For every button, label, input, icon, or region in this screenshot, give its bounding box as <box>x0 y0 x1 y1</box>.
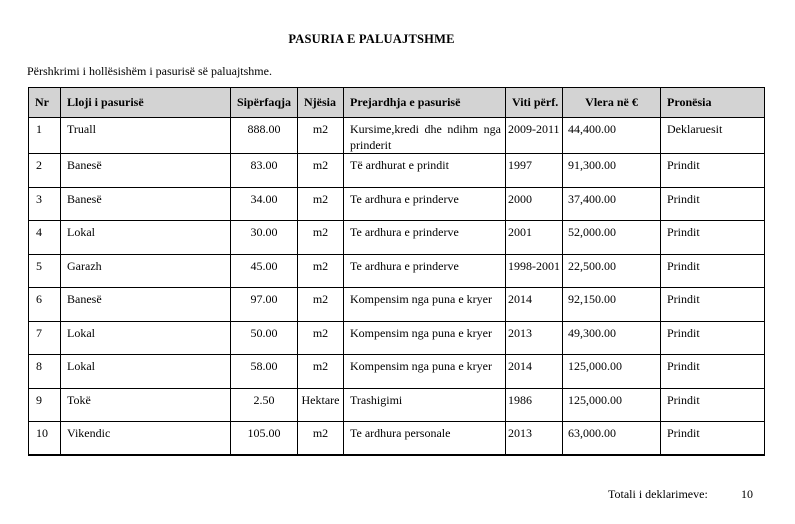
cell-nr: 1 <box>29 118 61 154</box>
cell-prejardhja: Trashigimi <box>344 388 506 422</box>
cell-njesia: m2 <box>298 187 344 221</box>
col-header-pronesia: Pronësia <box>661 88 765 118</box>
table-row <box>29 422 765 456</box>
cell-lloji: Lokal <box>61 221 231 255</box>
cell-pronesia: Deklaruesit <box>661 118 765 154</box>
cell-nr: 2 <box>29 154 61 188</box>
col-header-lloji: Lloji i pasurisë <box>61 88 231 118</box>
cell-siperfaqja: 105.00 <box>231 422 298 456</box>
cell-prejardhja: Kompensim nga puna e kryer <box>344 321 506 355</box>
table-row <box>29 118 765 154</box>
cell-viti: 2013 <box>506 422 563 456</box>
cell-nr: 10 <box>29 422 61 456</box>
cell-nr: 7 <box>29 321 61 355</box>
cell-pronesia: Prindit <box>661 355 765 389</box>
cell-lloji: Lokal <box>61 321 231 355</box>
cell-pronesia: Prindit <box>661 187 765 221</box>
cell-lloji: Lokal <box>61 355 231 389</box>
cell-siperfaqja: 97.00 <box>231 288 298 322</box>
cell-vlera: 125,000.00 <box>563 355 661 389</box>
cell-pronesia: Prindit <box>661 321 765 355</box>
cell-viti: 2009-2011 <box>506 118 563 154</box>
col-header-viti: Viti përf. <box>506 88 563 118</box>
cell-pronesia: Prindit <box>661 254 765 288</box>
cell-njesia: m2 <box>298 422 344 456</box>
cell-siperfaqja: 50.00 <box>231 321 298 355</box>
cell-lloji: Banesë <box>61 154 231 188</box>
cell-vlera: 44,400.00 <box>563 118 661 154</box>
cell-lloji: Banesë <box>61 288 231 322</box>
cell-njesia: Hektare <box>298 388 344 422</box>
table-row <box>29 254 765 288</box>
col-header-prejardhja: Prejardhja e pasurisë <box>344 88 506 118</box>
cell-pronesia: Prindit <box>661 388 765 422</box>
cell-vlera: 37,400.00 <box>563 187 661 221</box>
col-header-njesia: Njësia <box>298 88 344 118</box>
cell-pronesia: Prindit <box>661 154 765 188</box>
cell-lloji: Tokë <box>61 388 231 422</box>
col-header-vlera: Vlera në € <box>563 88 661 118</box>
cell-pronesia: Prindit <box>661 221 765 255</box>
col-header-nr: Nr <box>29 88 61 118</box>
cell-nr: 4 <box>29 221 61 255</box>
cell-prejardhja: Te ardhura e prinderve <box>344 187 506 221</box>
cell-pronesia: Prindit <box>661 422 765 456</box>
cell-viti: 1997 <box>506 154 563 188</box>
cell-njesia: m2 <box>298 221 344 255</box>
table-row <box>29 154 765 188</box>
total-label: Totali i deklarimeve: <box>608 487 708 501</box>
cell-lloji: Vikendic <box>61 422 231 456</box>
cell-vlera: 63,000.00 <box>563 422 661 456</box>
cell-viti: 2014 <box>506 355 563 389</box>
table-row <box>29 388 765 422</box>
cell-nr: 3 <box>29 187 61 221</box>
cell-viti: 1998-2001 <box>506 254 563 288</box>
cell-njesia: m2 <box>298 254 344 288</box>
cell-nr: 8 <box>29 355 61 389</box>
cell-siperfaqja: 83.00 <box>231 154 298 188</box>
cell-nr: 5 <box>29 254 61 288</box>
cell-lloji: Banesë <box>61 187 231 221</box>
cell-siperfaqja: 45.00 <box>231 254 298 288</box>
table-row <box>29 288 765 322</box>
cell-njesia: m2 <box>298 321 344 355</box>
cell-vlera: 52,000.00 <box>563 221 661 255</box>
cell-prejardhja: Te ardhura e prinderve <box>344 221 506 255</box>
table-row <box>29 187 765 221</box>
property-table <box>28 87 765 456</box>
cell-pronesia: Prindit <box>661 288 765 322</box>
cell-prejardhja: Kompensim nga puna e kryer <box>344 355 506 389</box>
cell-vlera: 125,000.00 <box>563 388 661 422</box>
cell-viti: 1986 <box>506 388 563 422</box>
cell-vlera: 22,500.00 <box>563 254 661 288</box>
cell-siperfaqja: 58.00 <box>231 355 298 389</box>
cell-prejardhja: Kursime,kredi dhe ndihm nga prinderit <box>344 118 506 154</box>
total-value: 10 <box>741 487 753 501</box>
page-title: PASURIA E PALUAJTSHME <box>288 32 455 46</box>
table-header-row <box>29 88 765 118</box>
cell-siperfaqja: 2.50 <box>231 388 298 422</box>
cell-prejardhja: Te ardhura personale <box>344 422 506 456</box>
page-subtitle: Përshkrimi i hollësishëm i pasurisë së paluajtshme. <box>27 64 272 78</box>
table-row <box>29 355 765 389</box>
cell-nr: 6 <box>29 288 61 322</box>
cell-viti: 2000 <box>506 187 563 221</box>
cell-njesia: m2 <box>298 355 344 389</box>
cell-prejardhja: Kompensim nga puna e kryer <box>344 288 506 322</box>
cell-siperfaqja: 34.00 <box>231 187 298 221</box>
col-header-siperfaqja: Sipërfaqja <box>231 88 298 118</box>
cell-viti: 2001 <box>506 221 563 255</box>
cell-njesia: m2 <box>298 118 344 154</box>
cell-viti: 2013 <box>506 321 563 355</box>
cell-lloji: Garazh <box>61 254 231 288</box>
cell-njesia: m2 <box>298 154 344 188</box>
cell-prejardhja: Te ardhura e prinderve <box>344 254 506 288</box>
cell-vlera: 92,150.00 <box>563 288 661 322</box>
cell-njesia: m2 <box>298 288 344 322</box>
cell-nr: 9 <box>29 388 61 422</box>
table-row <box>29 221 765 255</box>
cell-vlera: 49,300.00 <box>563 321 661 355</box>
cell-viti: 2014 <box>506 288 563 322</box>
cell-siperfaqja: 30.00 <box>231 221 298 255</box>
cell-vlera: 91,300.00 <box>563 154 661 188</box>
table-row <box>29 321 765 355</box>
cell-siperfaqja: 888.00 <box>231 118 298 154</box>
cell-lloji: Truall <box>61 118 231 154</box>
cell-prejardhja: Të ardhurat e prindit <box>344 154 506 188</box>
